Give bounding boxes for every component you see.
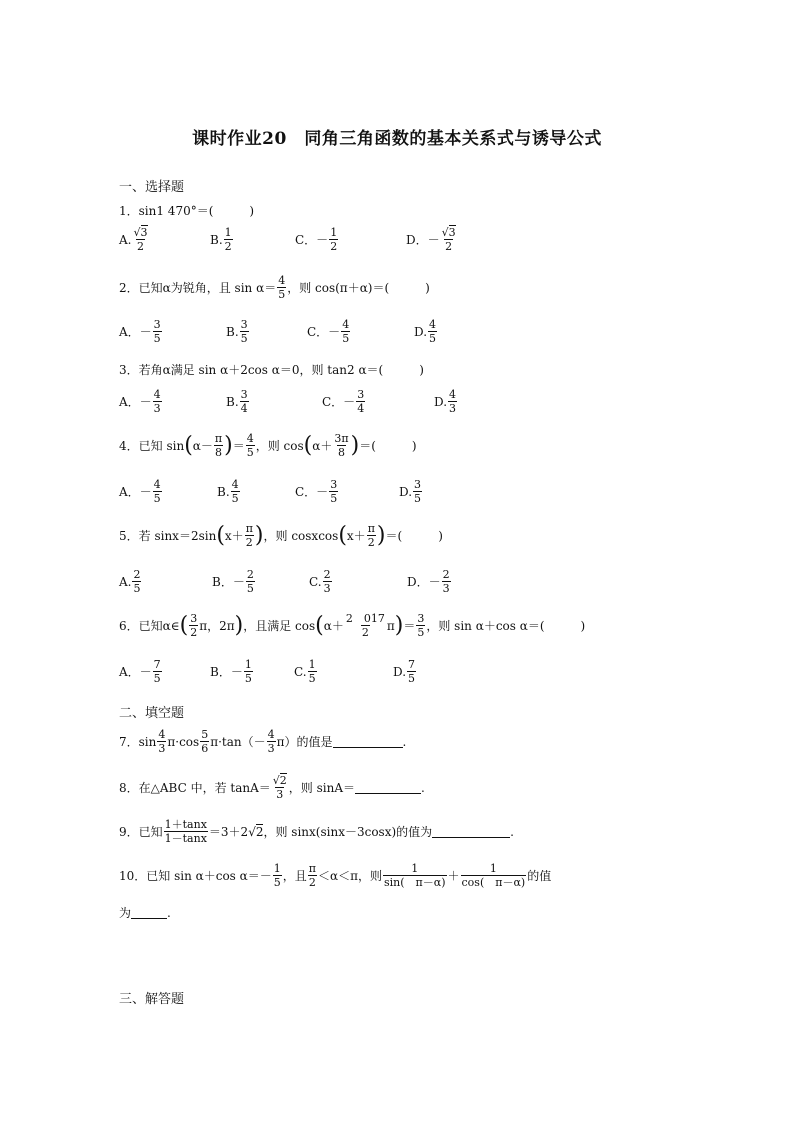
q3-option-d: D. $\frac{4}{3}$ xyxy=(434,388,457,415)
q5-option-d: D．－ $\frac{2}{3}$ xyxy=(407,568,450,595)
q2-option-c: C．－ $\frac{4}{5}$ xyxy=(307,318,350,345)
q2-option-a: A．－ $\frac{3}{5}$ xyxy=(119,318,161,345)
question-10: 10．已知 sin α＋cos α＝－ $\frac{1}{5}$ ，且 $\frac{\pi}{2}$ ＜α＜π，则 $\frac{1}{\sin( \pi-\alpha)}$ ＋ $\frac{1}{\cos( \pi-\alpha)}$ 的值 xyxy=(119,862,552,889)
q2-option-b: B. $\frac{3}{5}$ xyxy=(226,318,248,345)
section-choice: 一、选择题 xyxy=(119,180,185,195)
q1-option-a: A. $\frac{√3}{2}$ xyxy=(119,226,148,253)
q4-option-c: C．－ $\frac{3}{5}$ xyxy=(295,478,338,505)
q3-option-b: B. $\frac{3}{4}$ xyxy=(226,388,248,415)
question-2: 2．已知α为锐角，且 sin α＝ $\frac{4}{5}$ ，则 cos(π＋α)＝( ) xyxy=(119,274,430,301)
q6-option-d: D. $\frac{7}{5}$ xyxy=(393,658,416,685)
question-9: 9．已知 $\frac{1+\tan x}{1-\tan x}$ ＝3＋2 √2 ，则 sinx(sinx－3cosx)的值为 . xyxy=(119,818,514,845)
question-4: 4．已知 sin ( α－ $\frac{\pi}{8}$ ) ＝ $\frac{4}{5}$ ，则 cos ( α＋ $\frac{3\pi}{8}$ ) ＝( ) xyxy=(119,432,417,459)
q3-option-c: C．－ $\frac{3}{4}$ xyxy=(322,388,365,415)
q6-option-c: C. $\frac{1}{5}$ xyxy=(294,658,316,685)
q6-option-a: A．－ $\frac{7}{5}$ xyxy=(119,658,161,685)
question-5: 5．若 sinx＝2sin ( x＋ $\frac{\pi}{2}$ ) ，则 cosxcos ( x＋ $\frac{\pi}{2}$ ) ＝( ) xyxy=(119,522,443,549)
q4-option-b: B. $\frac{4}{5}$ xyxy=(217,478,239,505)
q4-option-d: D. $\frac{3}{5}$ xyxy=(399,478,422,505)
q3-option-a: A．－ $\frac{4}{3}$ xyxy=(119,388,161,415)
section-fill: 二、填空题 xyxy=(119,706,185,721)
q5-option-b: B．－ $\frac{2}{5}$ xyxy=(212,568,254,595)
q1-option-d: D．－ $\frac{√3}{2}$ xyxy=(406,226,456,253)
q4-option-a: A．－ $\frac{4}{5}$ xyxy=(119,478,161,505)
q1-option-b: B. $\frac{1}{2}$ xyxy=(210,226,232,253)
q2-option-d: D. $\frac{4}{5}$ xyxy=(414,318,437,345)
question-7: 7．sin $\frac{4}{3}$ π·cos $\frac{5}{6}$ π·tan（－ $\frac{4}{3}$ π） 的值是 . xyxy=(119,728,407,755)
question-8: 8．在△ABC 中，若 tanA＝ $\frac{√2}{3}$ ，则 sinA＝ . xyxy=(119,774,425,801)
q5-option-a: A. $\frac{2}{5}$ xyxy=(119,568,141,595)
question-3: 3．若角α满足 sin α＋2cos α＝0，则 tan2 α＝( ) xyxy=(119,363,424,377)
q5-option-c: C. $\frac{2}{3}$ xyxy=(309,568,331,595)
page-title: 课时作业20 同角三角函数的基本关系式与诱导公式 xyxy=(192,129,602,149)
question-1: 1．sin1 470°＝( ) xyxy=(119,204,255,218)
question-10-line2: 为 . xyxy=(119,905,171,920)
q1-option-c: C．－ $\frac{1}{2}$ xyxy=(295,226,338,253)
q6-option-b: B．－ $\frac{1}{5}$ xyxy=(210,658,252,685)
question-6: 6．已知α∈ ( $\frac{3}{2}$ π，2π ) ，且满足 cos ( α＋ $\frac{2 017}{2}$ π ) ＝ $\frac{3}{5}$ ，则 sin α＋cos α＝( ) xyxy=(119,612,586,639)
section-answer: 三、解答题 xyxy=(119,992,185,1007)
